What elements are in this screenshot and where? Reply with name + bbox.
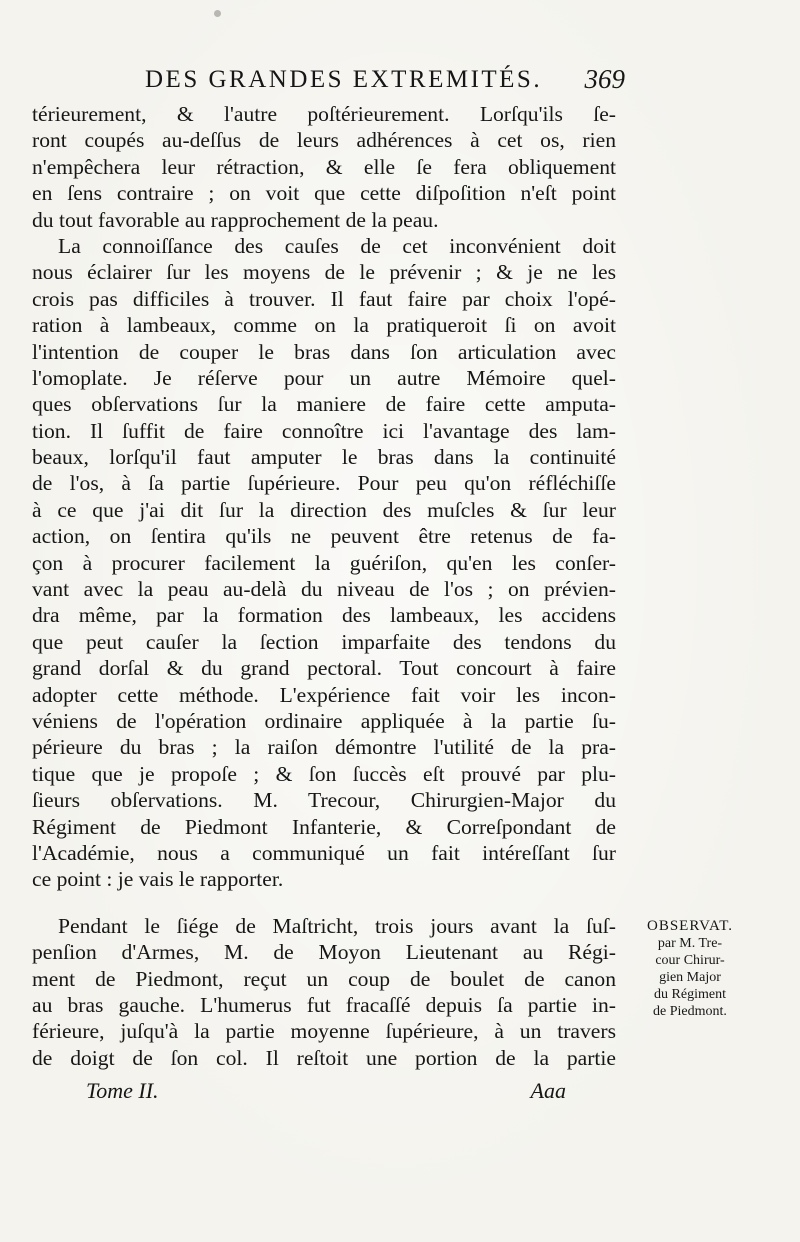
text-line: ration à lambeaux, comme on la pratiqueroit ſi on avoit: [32, 313, 616, 338]
text-line: ront coupés au-deſſus de leurs adhérences à cet os, rien: [32, 128, 616, 153]
margin-note-line: par M. Tre-: [657, 936, 723, 951]
text-line: Pendant le ſiége de Maſtricht, trois jours avant la ſuſ-: [58, 913, 616, 938]
text-line: Régiment de Piedmont Infanterie, & Correſpondant de: [32, 814, 616, 839]
text-line: l'omoplate. Je réſerve pour un autre Mémoire quel-: [32, 365, 616, 390]
volume-label: Tome II.: [86, 1078, 159, 1103]
margin-note-line: cour Chirur-: [655, 953, 725, 968]
margin-note-line: OBSERVAT.: [646, 918, 733, 934]
text-line: térieurement, & l'autre poſtérieurement. Lorſqu'ils ſe-: [32, 102, 616, 126]
marginal-note: [635, 918, 745, 1020]
text-line: que peut cauſer la ſection imparfaite des tendons du: [32, 629, 616, 654]
text-line: La connoiſſance des cauſes de cet inconvénient doit: [58, 233, 616, 258]
paragraph-1: [32, 101, 616, 233]
main-text: [32, 101, 616, 1071]
text-line: ſieurs obſervations. M. Trecour, Chirurgien-Major du: [32, 788, 616, 813]
text-line: vant avec la peau au-delà du niveau de l'os ; on prévien-: [32, 577, 616, 602]
margin-note-line: de Piedmont.: [653, 1004, 727, 1019]
paragraph-gap: [32, 893, 616, 913]
text-line: çon à procurer facilement la guériſon, qu'en les conſer-: [32, 550, 616, 575]
text-line: de l'os, à ſa partie ſupérieure. Pour peu qu'on réfléchiſſe: [32, 471, 616, 496]
text-line: périeure du bras ; la raiſon démontre l'utilité de la pra-: [32, 735, 616, 760]
text-line: crois pas difficiles à trouver. Il faut faire par choix l'opé-: [32, 286, 616, 311]
text-line: au bras gauche. L'humerus fut fracaſſé depuis ſa partie in-: [32, 992, 616, 1017]
text-line: ment de Piedmont, reçut un coup de boulet de canon: [32, 966, 616, 991]
text-line: de doigt de ſon col. Il reſtoit une portion de la partie: [32, 1045, 616, 1070]
text-line: ques obſervations ſur la maniere de faire cette amputa-: [32, 392, 616, 417]
page-header: [145, 64, 625, 104]
paragraph-2: [32, 233, 616, 893]
text-line: penſion d'Armes, M. de Moyon Lieutenant au Régi-: [32, 940, 616, 965]
text-line: en ſens contraire ; on voit que cette diſpoſition n'eſt point: [32, 181, 616, 206]
ink-spot: [214, 10, 221, 17]
text-line: du tout favorable au rapprochement de la peau.: [32, 207, 439, 232]
paragraph-3: [32, 913, 616, 1071]
page-footer: [86, 1078, 566, 1108]
text-line: férieure, juſqu'à la partie moyenne ſupérieure, à un travers: [32, 1019, 616, 1044]
text-line: beaux, lorſqu'il faut amputer le bras dans la continuité: [32, 445, 616, 470]
margin-note-line: gien Major: [659, 970, 721, 985]
text-line: ce point : je vais le rapporter.: [32, 867, 284, 892]
text-line: grand dorſal & du grand pectoral. Tout concourt à faire: [32, 656, 616, 681]
text-line: tique que je propoſe ; & ſon ſuccès eſt prouvé par plu-: [32, 761, 616, 786]
text-line: l'Académie, nous a communiqué un fait intéreſſant ſur: [32, 840, 616, 865]
text-line: véniens de l'opération ordinaire appliquée à la partie ſu-: [32, 708, 616, 733]
text-line: l'intention de couper le bras dans ſon articulation avec: [32, 339, 616, 364]
text-line: adopter cette méthode. L'expérience fait voir les incon-: [32, 682, 616, 707]
text-line: à ce que j'ai dit ſur la direction des muſcles & ſur leur: [32, 497, 616, 522]
text-line: n'empêchera leur rétraction, & elle ſe fera obliquement: [32, 154, 616, 179]
page-number: 369: [584, 64, 625, 94]
text-line: action, on ſentira qu'ils ne peuvent être retenus de fa-: [32, 524, 616, 549]
signature-mark: Aaa: [530, 1078, 566, 1103]
running-title: DES GRANDES EXTREMITÉS.: [145, 66, 543, 93]
text-line: tion. Il ſuffit de faire connoître ici l'avantage des lam-: [32, 418, 616, 443]
text-line: nous éclairer ſur les moyens de le prévenir ; & je ne les: [32, 260, 616, 285]
margin-note-line: du Régiment: [654, 987, 726, 1002]
text-line: dra même, par la formation des lambeaux, les accidens: [32, 603, 616, 628]
